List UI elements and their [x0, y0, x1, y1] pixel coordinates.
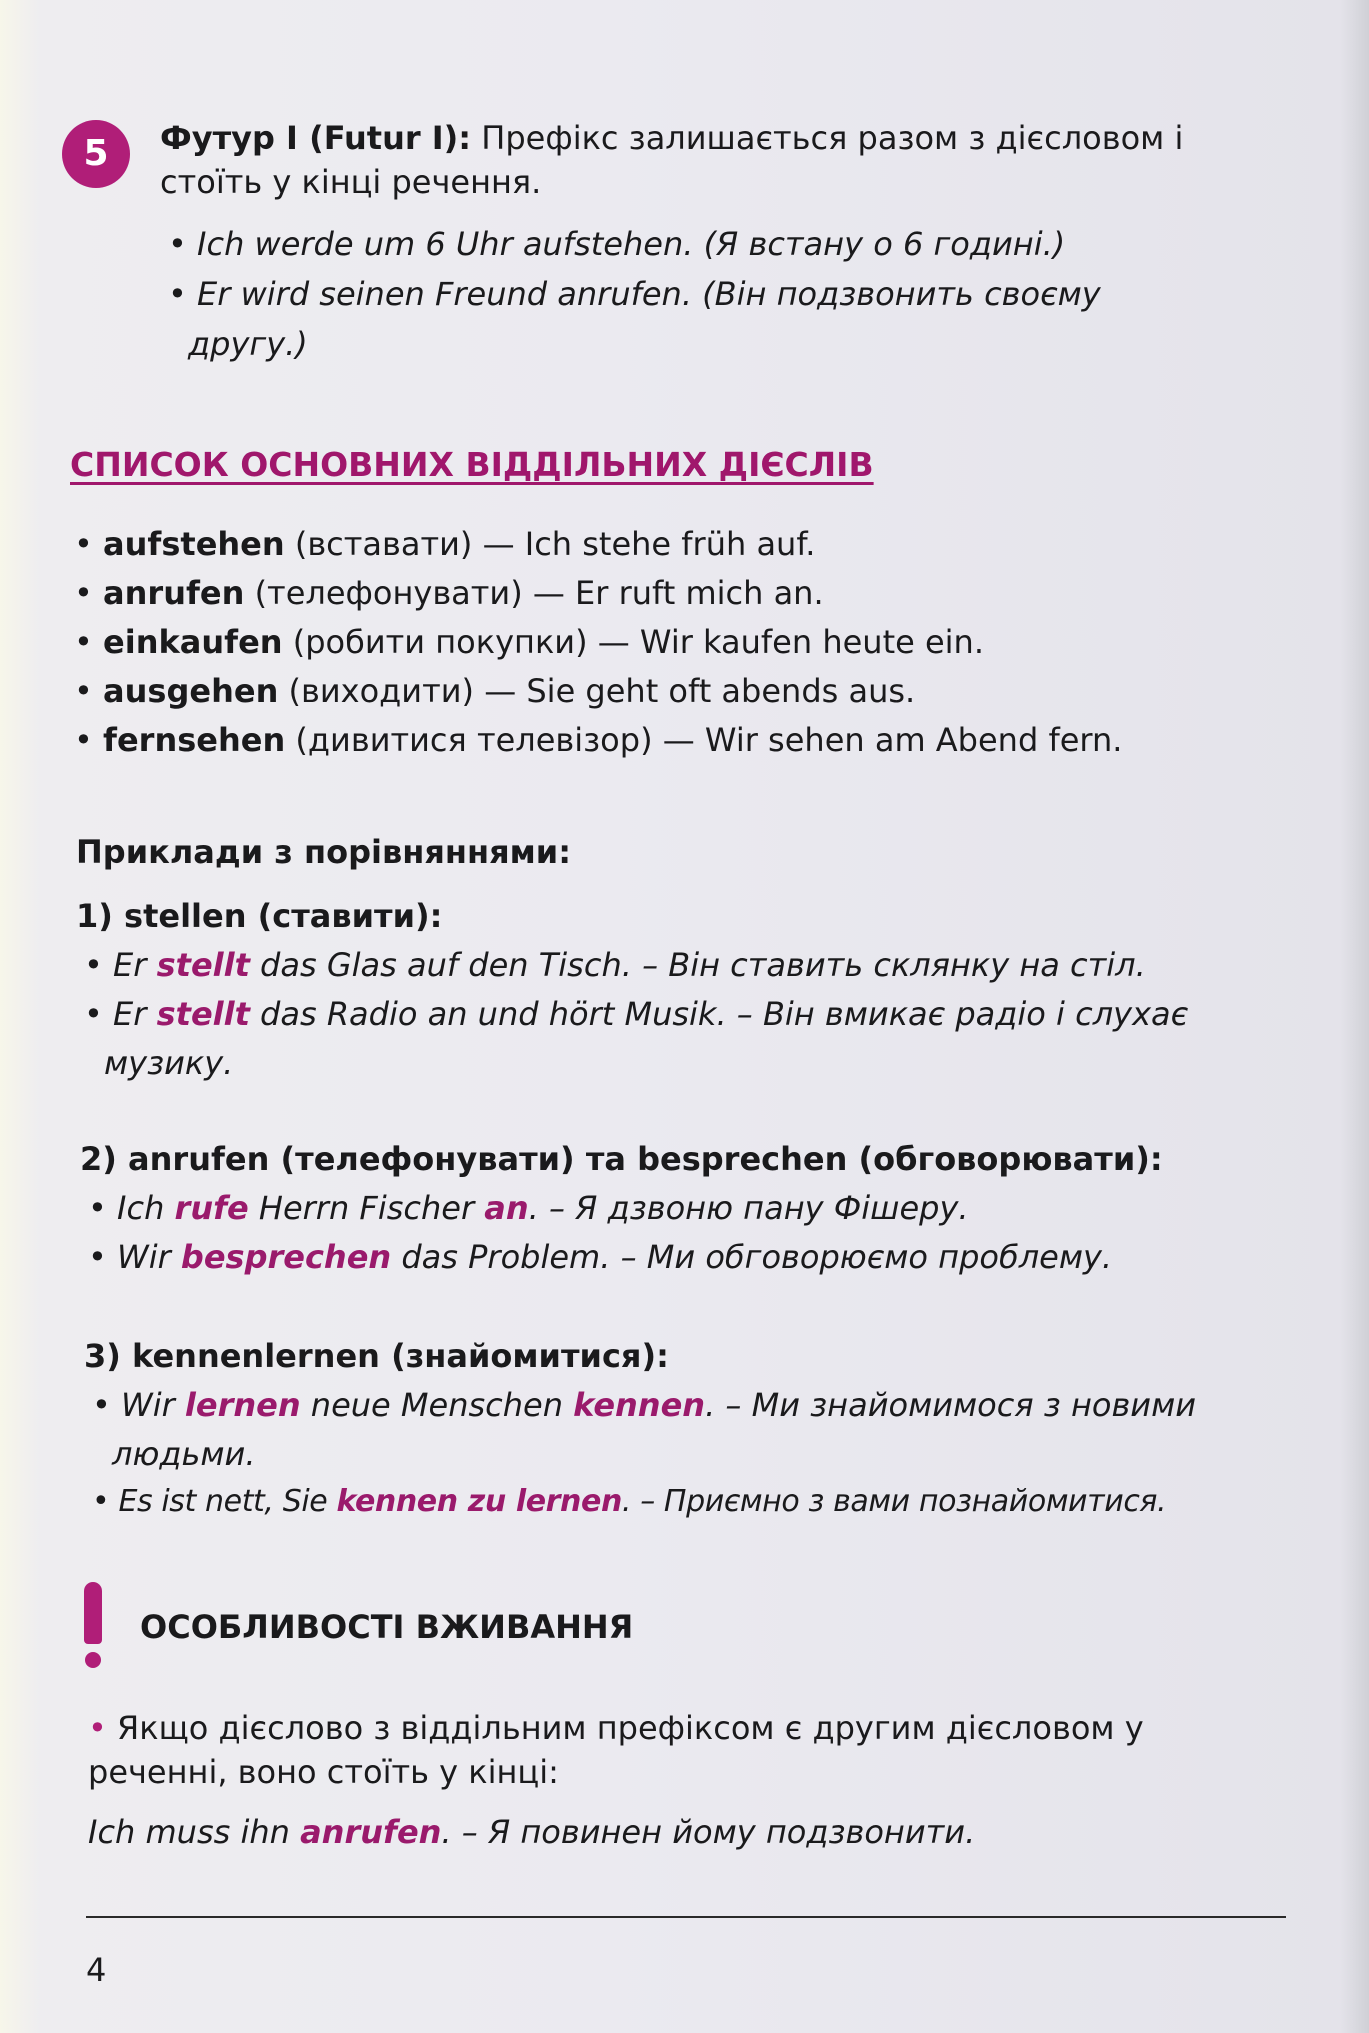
section5-line1 — [160, 114, 1183, 162]
features-bullet-line1: • Якщо дієслово з віддільним префіксом є другим дієсловом у — [88, 1709, 1144, 1747]
example2-line1: • Ich rufe Herrn Fischer an. – Я дзвоню пану Фішеру. — [88, 1189, 969, 1227]
section5-text1: Префікс залишається разом з дієсловом і — [481, 119, 1184, 157]
footer-divider — [86, 1916, 1286, 1918]
example2-line2: • Wir besprechen das Problem. – Ми обговорюємо проблему. — [88, 1238, 1113, 1276]
example3-line2: • Es ist nett, Sie kennen zu lernen. – Приємно з вами познайомитися. — [92, 1484, 1167, 1519]
section5-title: Футур I (Futur I): — [160, 119, 472, 157]
exclamation-icon — [82, 1582, 106, 1672]
example2-title: 2) anrufen (телефонувати) та besprechen (обговорювати): — [80, 1140, 1163, 1178]
section5-example-2: • Er wird seinen Freund anrufen. (Він подзвонить своєму — [168, 275, 1101, 313]
example1-line1: • Er stellt das Glas auf den Tisch. – Він ставить склянку на стіл. — [84, 946, 1146, 984]
features-bullet-line2: реченні, воно стоїть у кінці: — [88, 1753, 559, 1791]
example1-title: 1) stellen (ставити): — [76, 897, 443, 935]
examples-title: Приклади з порівняннями: — [76, 833, 572, 871]
verb-list-item: • fernsehen (дивитися телевізор) — Wir sehen am Abend fern. — [74, 721, 1123, 759]
verb-list-heading: СПИСОК ОСНОВНИХ ВІДДІЛЬНИХ ДІЄСЛІВ — [70, 445, 874, 484]
example3-line1: • Wir lernen neue Menschen kennen. – Ми знайомимося з новими — [92, 1386, 1197, 1424]
example1-line2-cont: музику. — [104, 1044, 234, 1082]
verb-list-item: • anrufen (телефонувати) — Er ruft mich an. — [74, 574, 824, 612]
example3-title: 3) kennenlernen (знайомитися): — [84, 1337, 669, 1375]
verb-list-item: • aufstehen (вставати) — Ich stehe früh auf. — [74, 525, 816, 563]
section5-example-1: • Ich werde um 6 Uhr aufstehen. (Я встану о 6 годині.) — [168, 225, 1066, 263]
section-number-badge: 5 — [62, 120, 130, 188]
features-title: ОСОБЛИВОСТІ ВЖИВАННЯ — [140, 1608, 634, 1646]
section5-line2: стоїть у кінці речення. — [160, 163, 542, 201]
verb-list-item: • ausgehen (виходити) — Sie geht oft abends aus. — [74, 672, 916, 710]
example1-line2: • Er stellt das Radio an und hört Musik. – Він вмикає радіо і слухає — [84, 995, 1189, 1033]
section5-example-2-cont: другу.) — [188, 325, 308, 363]
page-number: 4 — [86, 1951, 107, 1989]
features-example: Ich muss ihn anrufen. – Я повинен йому подзвонити. — [88, 1813, 976, 1851]
verb-list-item: • einkaufen (робити покупки) — Wir kaufen heute ein. — [74, 623, 984, 661]
example3-line1-cont: людьми. — [112, 1435, 256, 1473]
